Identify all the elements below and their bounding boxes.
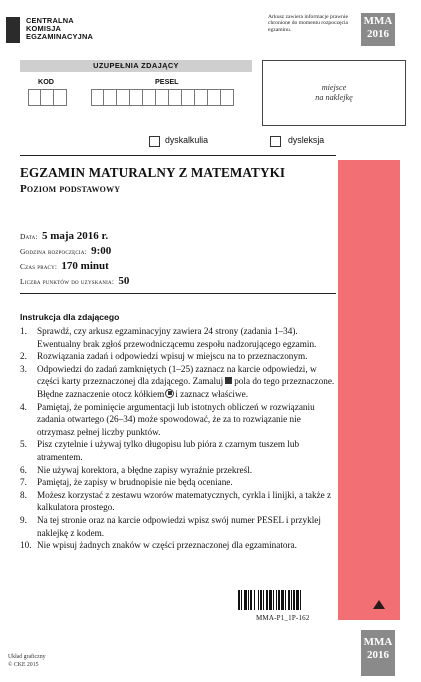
pesel-input-boxes[interactable] [91, 89, 234, 106]
instruction-item: 5. Pisz czytelnie i używaj tylko długopisu lub pióra z czarnym tuszem lub atramentem. [20, 439, 300, 462]
instruction-item: 2. Rozwiązania zadań i odpowiedzi wpisuj w miejscu na to przeznaczonym. [20, 351, 308, 362]
points-label: Liczba punktów do uzyskania: [20, 277, 115, 286]
barcode [238, 590, 338, 610]
divider [20, 155, 336, 156]
points-value: 50 [118, 275, 130, 287]
digit-box[interactable] [169, 89, 182, 106]
date-label: Data: [20, 232, 38, 241]
barcode-gap [301, 590, 303, 610]
exam-date-line [20, 230, 108, 242]
instruction-item: 7. Pamiętaj, że zapisy w brudnopisie nie będą oceniane. [20, 477, 233, 488]
digit-box[interactable] [221, 89, 234, 106]
cke-logo-icon [6, 17, 20, 43]
instruction-item: 4. Pamiętaj, że pominięcie argumentacji lub istotnych obliczeń w rozwiązaniu zadania otwartego (26–34) może spowodować, że za to rozwiązanie nie otrzymasz pełnej liczby punktów. [20, 401, 315, 437]
dysleksja-checkbox[interactable] [270, 136, 281, 147]
divider [20, 293, 336, 294]
confidentiality-note: Arkusz zawiera informacje prawnie chronione do momentu rozpoczęcia egzaminu. [268, 14, 348, 33]
digit-box[interactable] [91, 89, 104, 106]
logo-line-1: CENTRALNA [26, 16, 74, 25]
sticker-label-line2: na naklejkę [315, 93, 353, 102]
instruction-item: 1. Sprawdź, czy arkusz egzaminacyjny zawiera 24 strony (zadania 1–34). Ewentualny brak zgłoś przewodniczącemu zespołu nadzorującego egzamin. [20, 326, 317, 349]
exam-code-box-bottom [361, 630, 395, 676]
instruction-item: 8. Możesz korzystać z zestawu wzorów matematycznych, cyrkla i linijki, a także z kalkulatora prostego. [20, 489, 332, 513]
kod-label: KOD [38, 77, 54, 86]
digit-box[interactable] [208, 89, 221, 106]
triangle-up-icon [373, 600, 385, 609]
start-value: 9:00 [91, 245, 112, 257]
kod-input-boxes[interactable] [28, 89, 67, 106]
filled-square-icon [225, 377, 232, 384]
digit-box[interactable] [41, 89, 54, 106]
copyright: © CKE 2015 [8, 662, 39, 668]
cke-logo-text [26, 17, 93, 42]
exam-level: Poziom podstawowy [20, 183, 121, 195]
points-line [20, 275, 129, 287]
dysleksja-label: dysleksja [288, 135, 325, 145]
start-label: Godzina rozpoczęcia: [20, 247, 87, 256]
digit-box[interactable] [130, 89, 143, 106]
duration-value: 170 minut [61, 260, 109, 272]
exam-year: 2016 [367, 28, 389, 40]
logo-line-2: KOMISJA [26, 24, 62, 34]
instruction-item: 9. Na tej stronie oraz na karcie odpowiedzi wpisz swój numer PESEL i przyklej naklejkę z kodem. [20, 514, 321, 538]
exam-code-box-top [361, 13, 395, 46]
dyskalkulia-checkbox[interactable] [149, 136, 160, 147]
layout-credit: Układ graficzny [8, 654, 46, 660]
sticker-label-line1: miejsce [321, 83, 347, 92]
instruction-item: 10. Nie wpisuj żadnych znaków w części przeznaczonej dla egzaminatora. [20, 540, 297, 551]
duration-label: Czas pracy: [20, 262, 58, 271]
circled-square-icon [165, 389, 174, 398]
exam-code: MMA [363, 636, 393, 648]
digit-box[interactable] [104, 89, 117, 106]
logo-line-3: EGZAMINACYJNA [26, 32, 94, 42]
exam-year: 2016 [367, 649, 389, 661]
instructions-heading: Instrukcja dla zdającego [20, 312, 120, 322]
start-time-line [20, 245, 111, 257]
pesel-label: PESEL [155, 77, 179, 86]
fill-area-heading: UZUPEŁNIA ZDAJĄCY [20, 60, 252, 72]
date-value: 5 maja 2016 r. [41, 230, 109, 242]
digit-box[interactable] [156, 89, 169, 106]
dyskalkulia-label: dyskalkulia [165, 135, 209, 145]
digit-box[interactable] [143, 89, 156, 106]
digit-box[interactable] [117, 89, 130, 106]
duration-line [20, 260, 109, 272]
exam-code: MMA [363, 15, 393, 27]
sticker-placeholder [262, 60, 406, 126]
digit-box[interactable] [54, 89, 67, 106]
side-color-strip [338, 160, 400, 620]
instruction-item: 6. Nie używaj korektora, a błędne zapisy wyraźnie przekreśl. [20, 464, 253, 475]
barcode-text: MMA-P1_1P-162 [256, 614, 310, 622]
instruction-item: 3. Odpowiedzi do zadań zamkniętych (1–25) zaznacz na karcie odpowiedzi, w części karty przeznaczonej dla zdającego. Zamaluj pola do tego przeznaczone. Błędne zaznaczenie otocz kółkiem i zaznacz właściwe. [20, 363, 335, 399]
digit-box[interactable] [28, 89, 41, 106]
digit-box[interactable] [195, 89, 208, 106]
exam-title: EGZAMIN MATURALNY Z MATEMATYKI [20, 165, 286, 180]
digit-box[interactable] [182, 89, 195, 106]
instructions-list [20, 325, 340, 552]
